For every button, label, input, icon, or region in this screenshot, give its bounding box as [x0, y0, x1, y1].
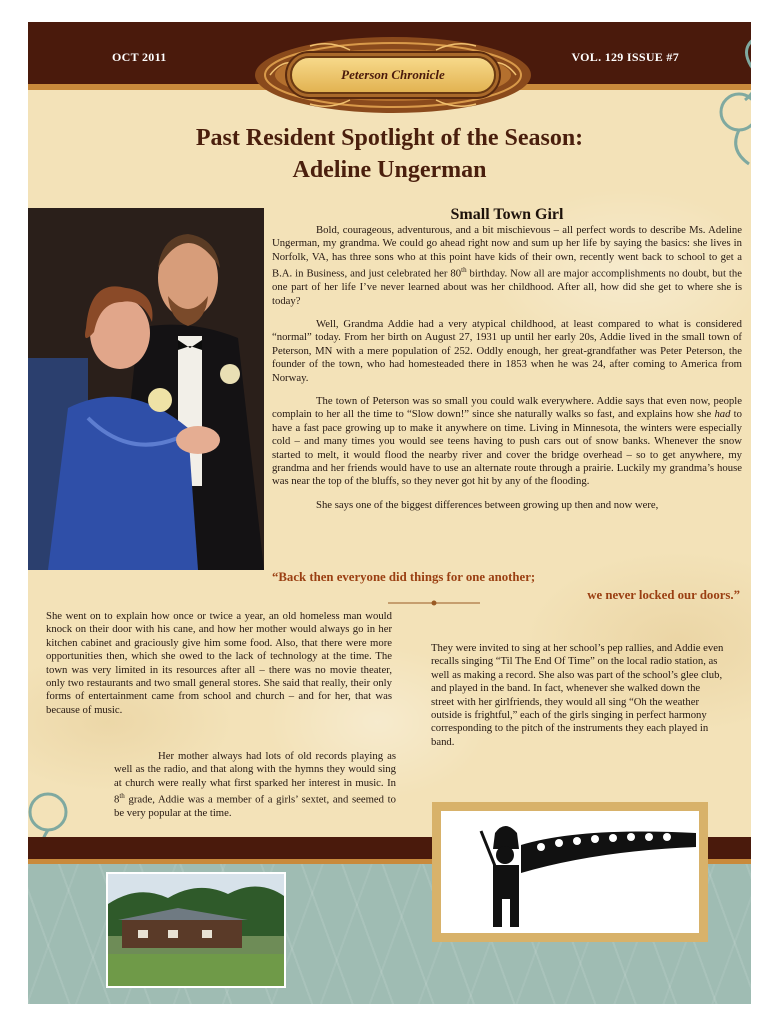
paragraph-7: They were invited to sing at her school’s pep rallies, and Addie even recalls singing “Til The End Of Time” on the local radio station, as well as making a record. She also was part of the school’s glee club, and played in the band. In fact, whenever she walked down the street with her girlfriends, they would all sing “Oh the weather outside is frightful,” each of the girls singing in perfect harmony corresponding to the pitch of the instruments they each played in band. [431, 642, 724, 748]
marching-band-sketch [441, 811, 699, 933]
pull-quote-line-2: we never locked our doors.” [587, 588, 740, 602]
article-column-right [431, 642, 725, 759]
paragraph-6: Her mother always had lots of old records playing as well as the radio, and that along with the hymns they would sing at church were really what first sparked her interest in music. In 8th grade, Addie was a member of a girls’ sextet, and seemed to be very popular at the time. [114, 750, 396, 820]
issue-date: OCT 2011 [112, 50, 167, 64]
article-column-top [272, 224, 742, 522]
sketch-frame [432, 802, 708, 942]
paragraph-4: She says one of the biggest differences between growing up then and now were, [316, 498, 659, 511]
headline-line-1: Past Resident Spotlight of the Season: [195, 125, 584, 151]
house-photo [106, 872, 286, 988]
volume-issue: VOL. 129 ISSUE #7 [571, 50, 679, 64]
paragraph-1: Bold, courageous, adventurous, and a bit mischievous – all perfect words to describe Ms. Adeline Ungerman, my grandma. We could go ahead right now and sum up her life by saying the basics: she lives in Norfolk, VA, has three sons who at this point have kids of their own, recently went back to school to get a B.A. in Business, and just celebrated her 80th birthday. Now all are major accomplishments no doubt, but the one part of her life I’ve never learned about was her childhood. After all, how did she get to where she is today? [272, 224, 742, 307]
article-column-left [46, 610, 392, 727]
paragraph-2: Well, Grandma Addie had a very atypical childhood, at least compared to what is considered “normal” today. From her birth on August 27, 1931 up until her early 20s, Addie lived in the small town of Peterson, MN with a mere population of 252. Oddly enough, her great-grandfather was Peter Peterson, the founder of the town, who had homesteaded there in 1853 when he was 24, after coming to America from Norway. [272, 318, 742, 384]
publication-name: Peterson Chronicle [341, 67, 445, 82]
publication-plate [290, 56, 496, 94]
couple-photo [28, 208, 264, 570]
pull-quote-line-1: “Back then everyone did things for one another; [272, 570, 536, 584]
newsletter-page [28, 22, 751, 1004]
article-column-left-2 [114, 750, 396, 831]
headline-line-2: Adeline Ungerman [292, 157, 487, 183]
paragraph-3: The town of Peterson was so small you could walk everywhere. Addie says that even now, people complain to her all the time to “Slow down!” since she naturally walks so fast, and explains how she had to have a fast pace growing up to make it anywhere on time. Living in Minnesota, the winters were especially cold – and many times you would see teens having to push cars out of snow banks. Whenever the snow started to melt, it would flood the nearby river and cover the bridge overhead – so to get anywhere, my grandma and her friends would have to use an alternate route through a prairie. Luckily my grandma’s house was near the top of the bluffs, so they never got hit by any of the flooding. [272, 395, 742, 488]
section-title: Small Town Girl [450, 206, 564, 223]
page-title [28, 122, 751, 186]
paragraph-5: She went on to explain how once or twice a year, an old homeless man would knock on their door with his cane, and how her mother would always go in her kitchen cabinet and graciously give him some food. Also, that there were more opportunities then, which she owed to the lack of technology at the time. The town was very limited in its resources after all – there was no movie theater, only two restaurants and two small general stores. She said that really, their only forms of entertainment came from school and church – and for her, that was because of music. [46, 610, 392, 716]
masthead-crest [250, 32, 536, 118]
ornament-divider-icon [388, 600, 480, 606]
